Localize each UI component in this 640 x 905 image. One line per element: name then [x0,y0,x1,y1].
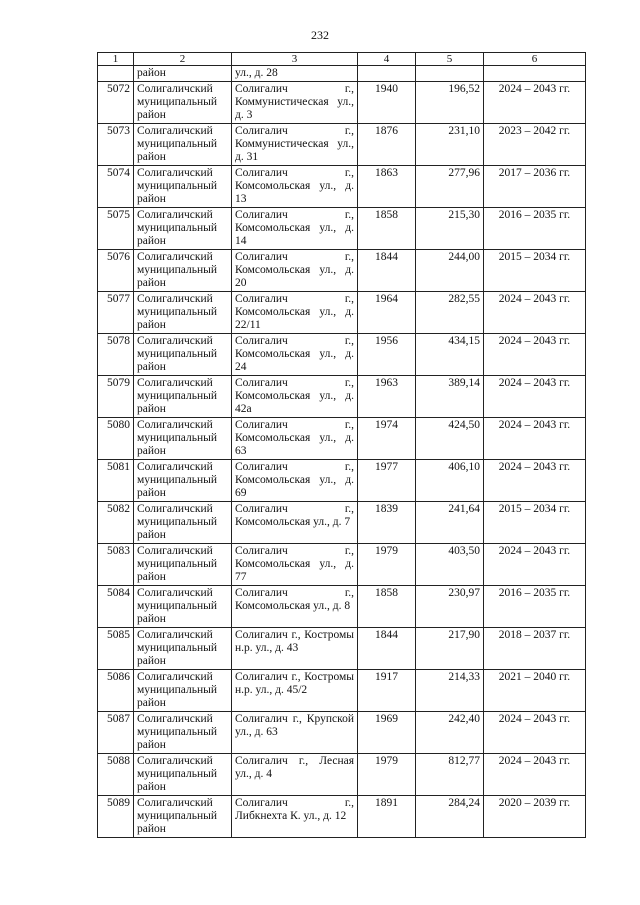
year-cell: 1891 [358,796,416,838]
row-number: 5076 [98,250,134,292]
page-number: 232 [311,28,329,42]
row-number: 5083 [98,544,134,586]
column-header: 1 [98,53,134,66]
table-row [98,166,586,208]
address-cell: Солигалич г., Комсомольская ул., д. 77 [232,544,358,586]
district-cell: Солигаличский муниципальный район [134,628,232,670]
table-row [98,250,586,292]
row-number: 5075 [98,208,134,250]
period-cell: 2015 – 2034 гг. [484,502,586,544]
year-cell: 1940 [358,82,416,124]
table-row [98,544,586,586]
address-cell: Солигалич г., Комсомольская ул., д. 13 [232,166,358,208]
district-cell: Солигаличский муниципальный район [134,586,232,628]
row-number: 5089 [98,796,134,838]
period-cell: 2018 – 2037 гг. [484,628,586,670]
area-cell: 284,24 [416,796,484,838]
year-cell: 1979 [358,544,416,586]
row-number: 5072 [98,82,134,124]
period-cell: 2023 – 2042 гг. [484,124,586,166]
column-header: 3 [232,53,358,66]
area-cell: 244,00 [416,250,484,292]
district-cell: Солигаличский муниципальный район [134,544,232,586]
district-cell: Солигаличский муниципальный район [134,670,232,712]
year-cell: 1844 [358,250,416,292]
table-row [98,460,586,502]
area-cell: 214,33 [416,670,484,712]
address-cell: Солигалич г., Лесная ул., д. 4 [232,754,358,796]
table-row [98,418,586,460]
address-cell: Солигалич г., Крупской ул., д. 63 [232,712,358,754]
district-cell: Солигаличский муниципальный район [134,376,232,418]
address-cell: Солигалич г., Комсомольская ул., д. 69 [232,460,358,502]
area-cell: 277,96 [416,166,484,208]
address-cell: Солигалич г., Коммунистическая ул., д. 31 [232,124,358,166]
table-row [98,292,586,334]
address-cell: Солигалич г., Либкнехта К. ул., д. 12 [232,796,358,838]
year-cell: 1844 [358,628,416,670]
year-cell: 1858 [358,208,416,250]
area-cell: 812,77 [416,754,484,796]
district-cell: Солигаличский муниципальный район [134,292,232,334]
table-row [98,208,586,250]
area-cell: 403,50 [416,544,484,586]
period-cell: 2024 – 2043 гг. [484,544,586,586]
row-number: 5087 [98,712,134,754]
period-cell: 2024 – 2043 гг. [484,460,586,502]
period-cell: 2016 – 2035 гг. [484,586,586,628]
year-cell: 1974 [358,418,416,460]
table-row [98,628,586,670]
period-cell: 2024 – 2043 гг. [484,82,586,124]
area-cell: 215,30 [416,208,484,250]
area-cell: 434,15 [416,334,484,376]
district-cell: Солигаличский муниципальный район [134,166,232,208]
table-row [98,796,586,838]
period-cell: 2016 – 2035 гг. [484,208,586,250]
area-cell [416,66,484,82]
area-cell: 241,64 [416,502,484,544]
year-cell: 1956 [358,334,416,376]
period-cell: 2024 – 2043 гг. [484,754,586,796]
district-cell: Солигаличский муниципальный район [134,460,232,502]
address-cell: Солигалич г., Комсомольская ул., д. 22/11 [232,292,358,334]
area-cell: 217,90 [416,628,484,670]
row-number: 5085 [98,628,134,670]
table-row [98,376,586,418]
row-number: 5084 [98,586,134,628]
table-row [98,334,586,376]
table-header-row [98,53,586,66]
year-cell: 1917 [358,670,416,712]
row-number: 5073 [98,124,134,166]
period-cell: 2021 – 2040 гг. [484,670,586,712]
district-cell: район [134,66,232,82]
row-number: 5074 [98,166,134,208]
row-number [98,66,134,82]
table-row [98,502,586,544]
address-cell: ул., д. 28 [232,66,358,82]
row-number: 5081 [98,460,134,502]
district-cell: Солигаличский муниципальный район [134,712,232,754]
district-cell: Солигаличский муниципальный район [134,82,232,124]
area-cell: 242,40 [416,712,484,754]
year-cell: 1964 [358,292,416,334]
year-cell [358,66,416,82]
year-cell: 1979 [358,754,416,796]
year-cell: 1977 [358,460,416,502]
district-cell: Солигаличский муниципальный район [134,124,232,166]
district-cell: Солигаличский муниципальный район [134,334,232,376]
area-cell: 230,97 [416,586,484,628]
period-cell: 2015 – 2034 гг. [484,250,586,292]
address-cell: Солигалич г., Комсомольская ул., д. 20 [232,250,358,292]
housing-registry-table [97,52,586,838]
area-cell: 389,14 [416,376,484,418]
table-row [98,124,586,166]
period-cell: 2024 – 2043 гг. [484,376,586,418]
column-header: 2 [134,53,232,66]
period-cell: 2024 – 2043 гг. [484,292,586,334]
year-cell: 1858 [358,586,416,628]
address-cell: Солигалич г., Комсомольская ул., д. 63 [232,418,358,460]
district-cell: Солигаличский муниципальный район [134,796,232,838]
address-cell: Солигалич г., Коммунистическая ул., д. 3 [232,82,358,124]
address-cell: Солигалич г., Костромы н.р. ул., д. 43 [232,628,358,670]
year-cell: 1863 [358,166,416,208]
district-cell: Солигаличский муниципальный район [134,418,232,460]
district-cell: Солигаличский муниципальный район [134,208,232,250]
address-cell: Солигалич г., Комсомольская ул., д. 42а [232,376,358,418]
area-cell: 406,10 [416,460,484,502]
table-row [98,82,586,124]
row-number: 5078 [98,334,134,376]
period-cell: 2024 – 2043 гг. [484,418,586,460]
period-cell: 2024 – 2043 гг. [484,334,586,376]
area-cell: 282,55 [416,292,484,334]
row-number: 5086 [98,670,134,712]
row-number: 5079 [98,376,134,418]
row-number: 5082 [98,502,134,544]
table-row [98,586,586,628]
period-cell: 2024 – 2043 гг. [484,712,586,754]
period-cell: 2017 – 2036 гг. [484,166,586,208]
area-cell: 196,52 [416,82,484,124]
continuation-row [98,66,586,82]
table-row [98,754,586,796]
row-number: 5077 [98,292,134,334]
period-cell: 2020 – 2039 гг. [484,796,586,838]
row-number: 5088 [98,754,134,796]
table-row [98,712,586,754]
address-cell: Солигалич г., Комсомольская ул., д. 7 [232,502,358,544]
district-cell: Солигаличский муниципальный район [134,754,232,796]
table-row [98,670,586,712]
column-header: 4 [358,53,416,66]
year-cell: 1839 [358,502,416,544]
area-cell: 424,50 [416,418,484,460]
column-header: 5 [416,53,484,66]
year-cell: 1876 [358,124,416,166]
period-cell [484,66,586,82]
district-cell: Солигаличский муниципальный район [134,502,232,544]
year-cell: 1969 [358,712,416,754]
area-cell: 231,10 [416,124,484,166]
column-header: 6 [484,53,586,66]
address-cell: Солигалич г., Костромы н.р. ул., д. 45/2 [232,670,358,712]
year-cell: 1963 [358,376,416,418]
district-cell: Солигаличский муниципальный район [134,250,232,292]
address-cell: Солигалич г., Комсомольская ул., д. 14 [232,208,358,250]
row-number: 5080 [98,418,134,460]
address-cell: Солигалич г., Комсомольская ул., д. 8 [232,586,358,628]
address-cell: Солигалич г., Комсомольская ул., д. 24 [232,334,358,376]
